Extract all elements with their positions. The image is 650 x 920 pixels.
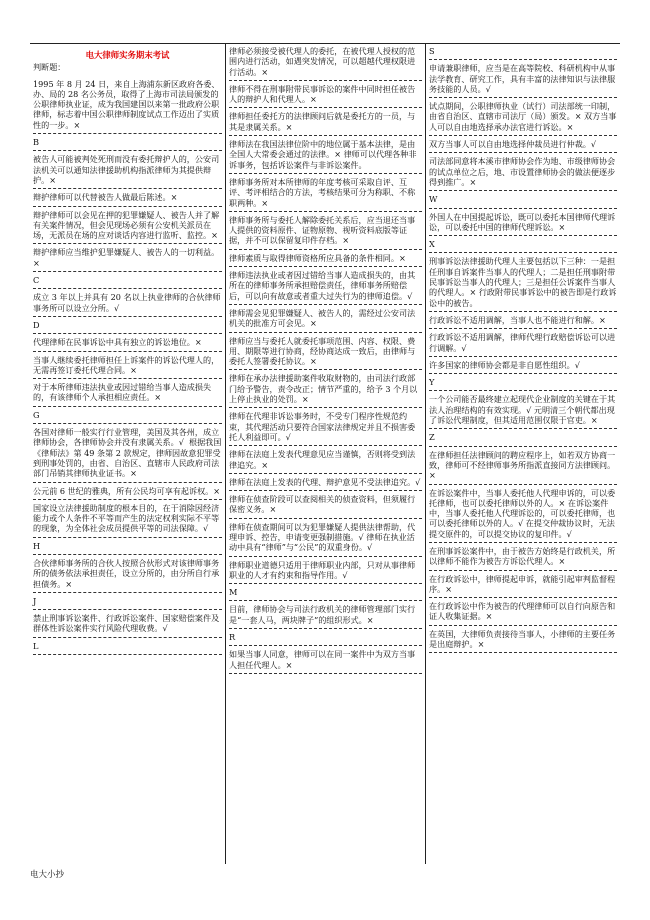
section-letter: S [429, 46, 617, 60]
question-item: 律师在代理非诉讼事务时，不受专门程序性规范约束，其代理活动只要符合国家法律规定并且不损害委托人利益即可。√ [229, 411, 422, 446]
section-letter: B [33, 137, 222, 151]
question-item: 律师需会见犯罪嫌疑人、被告人的，需经过公安司法机关的批准方可会见。× [229, 308, 422, 333]
question-item: 如果当事人同意，律师可以在同一案件中为双方当事人担任代理人。× [229, 649, 422, 674]
question-item: 成立 3 年以上并具有 20 名以上执业律师的合伙律师事务所可以设立分所。√ [33, 292, 222, 317]
question-item: 在律师担任法律顾问的聘应程序上，如若双方协商一致，律师可不经律师事务所指派直接同方法律顾问。× [429, 450, 617, 485]
question-item: 一个公司能否最终建立起现代企业制度的关键在于其法人治理结构的有效实现。√ 元明清三个朝代都出现了诉讼代理制度，但其适用范围仅限于官吏。× [429, 394, 617, 429]
question-item: 律师在侦查期间可以为犯罪嫌疑人提供法律帮助，代理申诉、控告，申请变更强制措施。√ 律师在执业活动中具有“律师”与“公民”的双重身份。√ [229, 522, 422, 557]
column-middle [225, 44, 425, 864]
section-letter: X [429, 239, 617, 253]
section-letter: J [33, 596, 222, 610]
question-item: 行政诉讼不适用调解，当事人也不能进行和解。× [429, 315, 617, 329]
column-left [30, 44, 225, 864]
question-item: 试点期间，公职律师执业（试行）司法部统一印制，由省自治区、直辖市司法厅（局）颁发。× 双方当事人可以自由地选择承办法官进行诉讼。× [429, 101, 617, 136]
section-letter: R [229, 632, 422, 646]
question-item: 在刑事诉讼案件中，由于被告方始终是行政机关，所以律师不能作为被告方诉讼代理人。× [429, 546, 617, 571]
question-item: 律师在法庭上发表的代理、辩护意见不受法律追究。√ [229, 477, 422, 491]
question-item: 外国人在中国提起诉讼，既可以委托本国律师代理诉讼，可以委托中国的律师代理诉讼。× [429, 212, 617, 237]
question-item: 申请兼职律师，应当是在高等院校、科研机构中从事法学教育、研究工作，具有丰富的法律知识与法律服务技能的人员。√ [429, 63, 617, 98]
question-item: 辩护律师可以会见在押的犯罪嫌疑人、被告人并了解有关案件情况，但会见现场必须有公安机关派员在场，无派员在场的应对谈话内容进行监听、监控。× [33, 210, 222, 245]
section-letter: G [33, 410, 222, 424]
question-item: 行政诉讼不适用调解，律师代理行政赔偿诉讼可以进行调解。√ [429, 332, 617, 357]
section-letter: Y [429, 377, 617, 391]
question-item: 律师在法庭上发表代理意见应当谨慎，否则将受到法律追究。× [229, 449, 422, 474]
question-item: 辩护律师可以代替被告人做最后陈述。× [33, 192, 222, 206]
question-item: 律师事务所与委托人解除委托关系后，应当退还当事人提供的资料原件、证物原物、视听资料底版等证据，并不可以保留复印件存档。× [229, 215, 422, 250]
question-item: 国家设立法律援助制度的根本目的，在于消除因经济能力或个人条件不平等而产生的法定权利实际不平等的现象，为全体社会成员提供平等的司法保障。√ [33, 503, 222, 538]
section-letter: Z [429, 432, 617, 446]
question-item: 律师应当与委托人就委托事项范围、内容、权限、费用、期限等进行协商，经协商达成一致后，由律师与委托人签署委托协议。× [229, 336, 422, 371]
section-letter: W [429, 194, 617, 208]
question-item: 公元前 6 世纪的雅典，所有公民均可享有起诉权。× [33, 486, 222, 500]
document-title: 电大律师实务期末考试 [85, 50, 170, 60]
question-item: 律师职业道德只适用于律师职业内部，只对从事律师职业的人才有约束和指导作用。√ [229, 560, 422, 585]
question-item: 律师在承办法律援助案件收取财物的，由司法行政部门给予警告，责令改正；情节严重的，给予 3 个月以上停止执业的处罚。× [229, 373, 422, 408]
question-item: 律师违法执业或者因过错给当事人造成损失的，由其所在的律师事务所承担赔偿责任，律师事务所赔偿后，可以向有故意或者重大过失行为的律师追偿。√ [229, 270, 422, 305]
question-item: 律师法在我国法律位阶中的地位属于基本法律，是由全国人大常委会通过的法律。× 律师可以代理各种非诉事务，包括诉讼案件与非诉讼案件。 [229, 139, 422, 174]
question-item: 在英国，大律师负责接待当事人，小律师的主要任务是出庭辩护。× [429, 629, 617, 654]
question-item: 禁止刑事诉讼案件、行政诉讼案件、国家赔偿案件及群体性诉讼案件实行风险代理收费。√ [33, 613, 222, 638]
question-item: 许多国家的律师协会都是非自愿性组织。√ [429, 360, 617, 374]
question-item: 辩护律师应当维护犯罪嫌疑人、被告人的一切利益。× [33, 247, 222, 272]
question-item: 判断题： [33, 62, 66, 73]
section-letter: L [33, 641, 222, 655]
question-item: 合伙律师事务所的合伙人按照合伙形式对该律师事务所的债务依法承担责任，设立分所的，由分所自行承担债务。× [33, 558, 222, 593]
section-letter: M [229, 587, 422, 601]
question-item: 目前，律师协会与司法行政机关的律师管理部门实行是“一套人马，两块牌子”的组织形式。× [229, 604, 422, 629]
column-right [425, 44, 620, 864]
question-item: 律师素质与取得律师资格所应具备的条件相同。× [229, 253, 422, 267]
question-item: 在行政诉讼中，律师提起申诉，就能引起审判监督程序。× [429, 574, 617, 599]
section-letter: H [33, 541, 222, 555]
question-item: 在诉讼案件中，当事人委托他人代理申诉的，可以委托律师，也可以委托律师以外的人。× 在诉讼案件中，当事人委托他人代理诉讼的，可以委托律师，也可以委托律师以外的人。√ 在提交仲裁协议时，无法提交原件的，可以提交协议的复印件。√ [429, 488, 617, 543]
question-item: 律师不得在刑事附带民事诉讼的案件中同时担任被告人的辩护人和代理人。× [229, 84, 422, 109]
question-item: 当事人继续委托律师担任上诉案件的诉讼代理人的，无需再签订委托代理合同。× [33, 355, 222, 380]
document-columns [30, 44, 620, 864]
question-item: 对于本所律师违法执业或因过错给当事人造成损失的，有该律师个人承担相应责任。× [33, 382, 222, 407]
question-item: 刑事诉讼法律援助代理人主要包括以下三种：一是担任刑事自诉案件当事人的代理人；二是担任刑事附带民事诉讼当事人的代理人；三是担任公诉案件当事人的代理人。× 行政附带民事诉讼中的被告即是行政诉讼中的被告。 [429, 256, 617, 311]
question-item: 律师事务所对本所律师的年度考核可采取自评、互评、考评相结合的方法，考核结果可分为称职、不称职两种。× [229, 177, 422, 212]
question-item: 司法部同意将本溪市律师协会作为地、市级律师协会的试点单位之后，地、市设置律师协会的做法便逐步得到推广。× [429, 156, 617, 191]
question-item: 代理律师在民事诉讼中具有独立的诉讼地位。× [33, 337, 222, 351]
question-item: 在行政诉讼中作为被告的代理律师可以自行向原告和证人收集证据。× [429, 601, 617, 626]
question-item: 双方当事人可以自由地选择仲裁员进行仲裁。√ [429, 139, 617, 153]
section-letter: D [33, 320, 222, 334]
footer-text: 电大小抄 [30, 870, 65, 880]
question-item: 律师担任委托方的法律顾问后就是委托方的一员，与其是隶属关系。× [229, 111, 422, 136]
question-item: 被告人可能被判处死刑而没有委托辩护人的，公安司法机关可以通知法律援助机构指派律师为其提供辩护。× [33, 154, 222, 189]
question-item: 各国对律师一般实行行业管理，美国及其各州，成立律师协会，各律师协会并没有隶属关系。√ 根据我国《律师法》第 49 条第 2 款规定，律师因故意犯罪受到刑事处罚的，由省、自治区、直辖市人民政府司法部门吊销其律师执业证书。× [33, 427, 222, 482]
question-item: 律师必须接受被代理人的委托，在被代理人授权的范围内进行活动，如遇突发情况，可以超越代理权限进行活动。× [229, 46, 422, 81]
section-letter: C [33, 275, 222, 289]
question-item: 1995 年 8 月 24 日，来自上海浦东新区政府各委、办、局的 28 名公务员，取得了上海市司法局颁发的公职律师执业证，成为我国建国以来第一批政府公职律师，标志着中国公职律师制度试点工作迈出了实质性的一步。× [33, 79, 222, 134]
question-item: 律师在侦查阶段可以查阅相关的侦查资料，但须履行保密义务。× [229, 494, 422, 519]
